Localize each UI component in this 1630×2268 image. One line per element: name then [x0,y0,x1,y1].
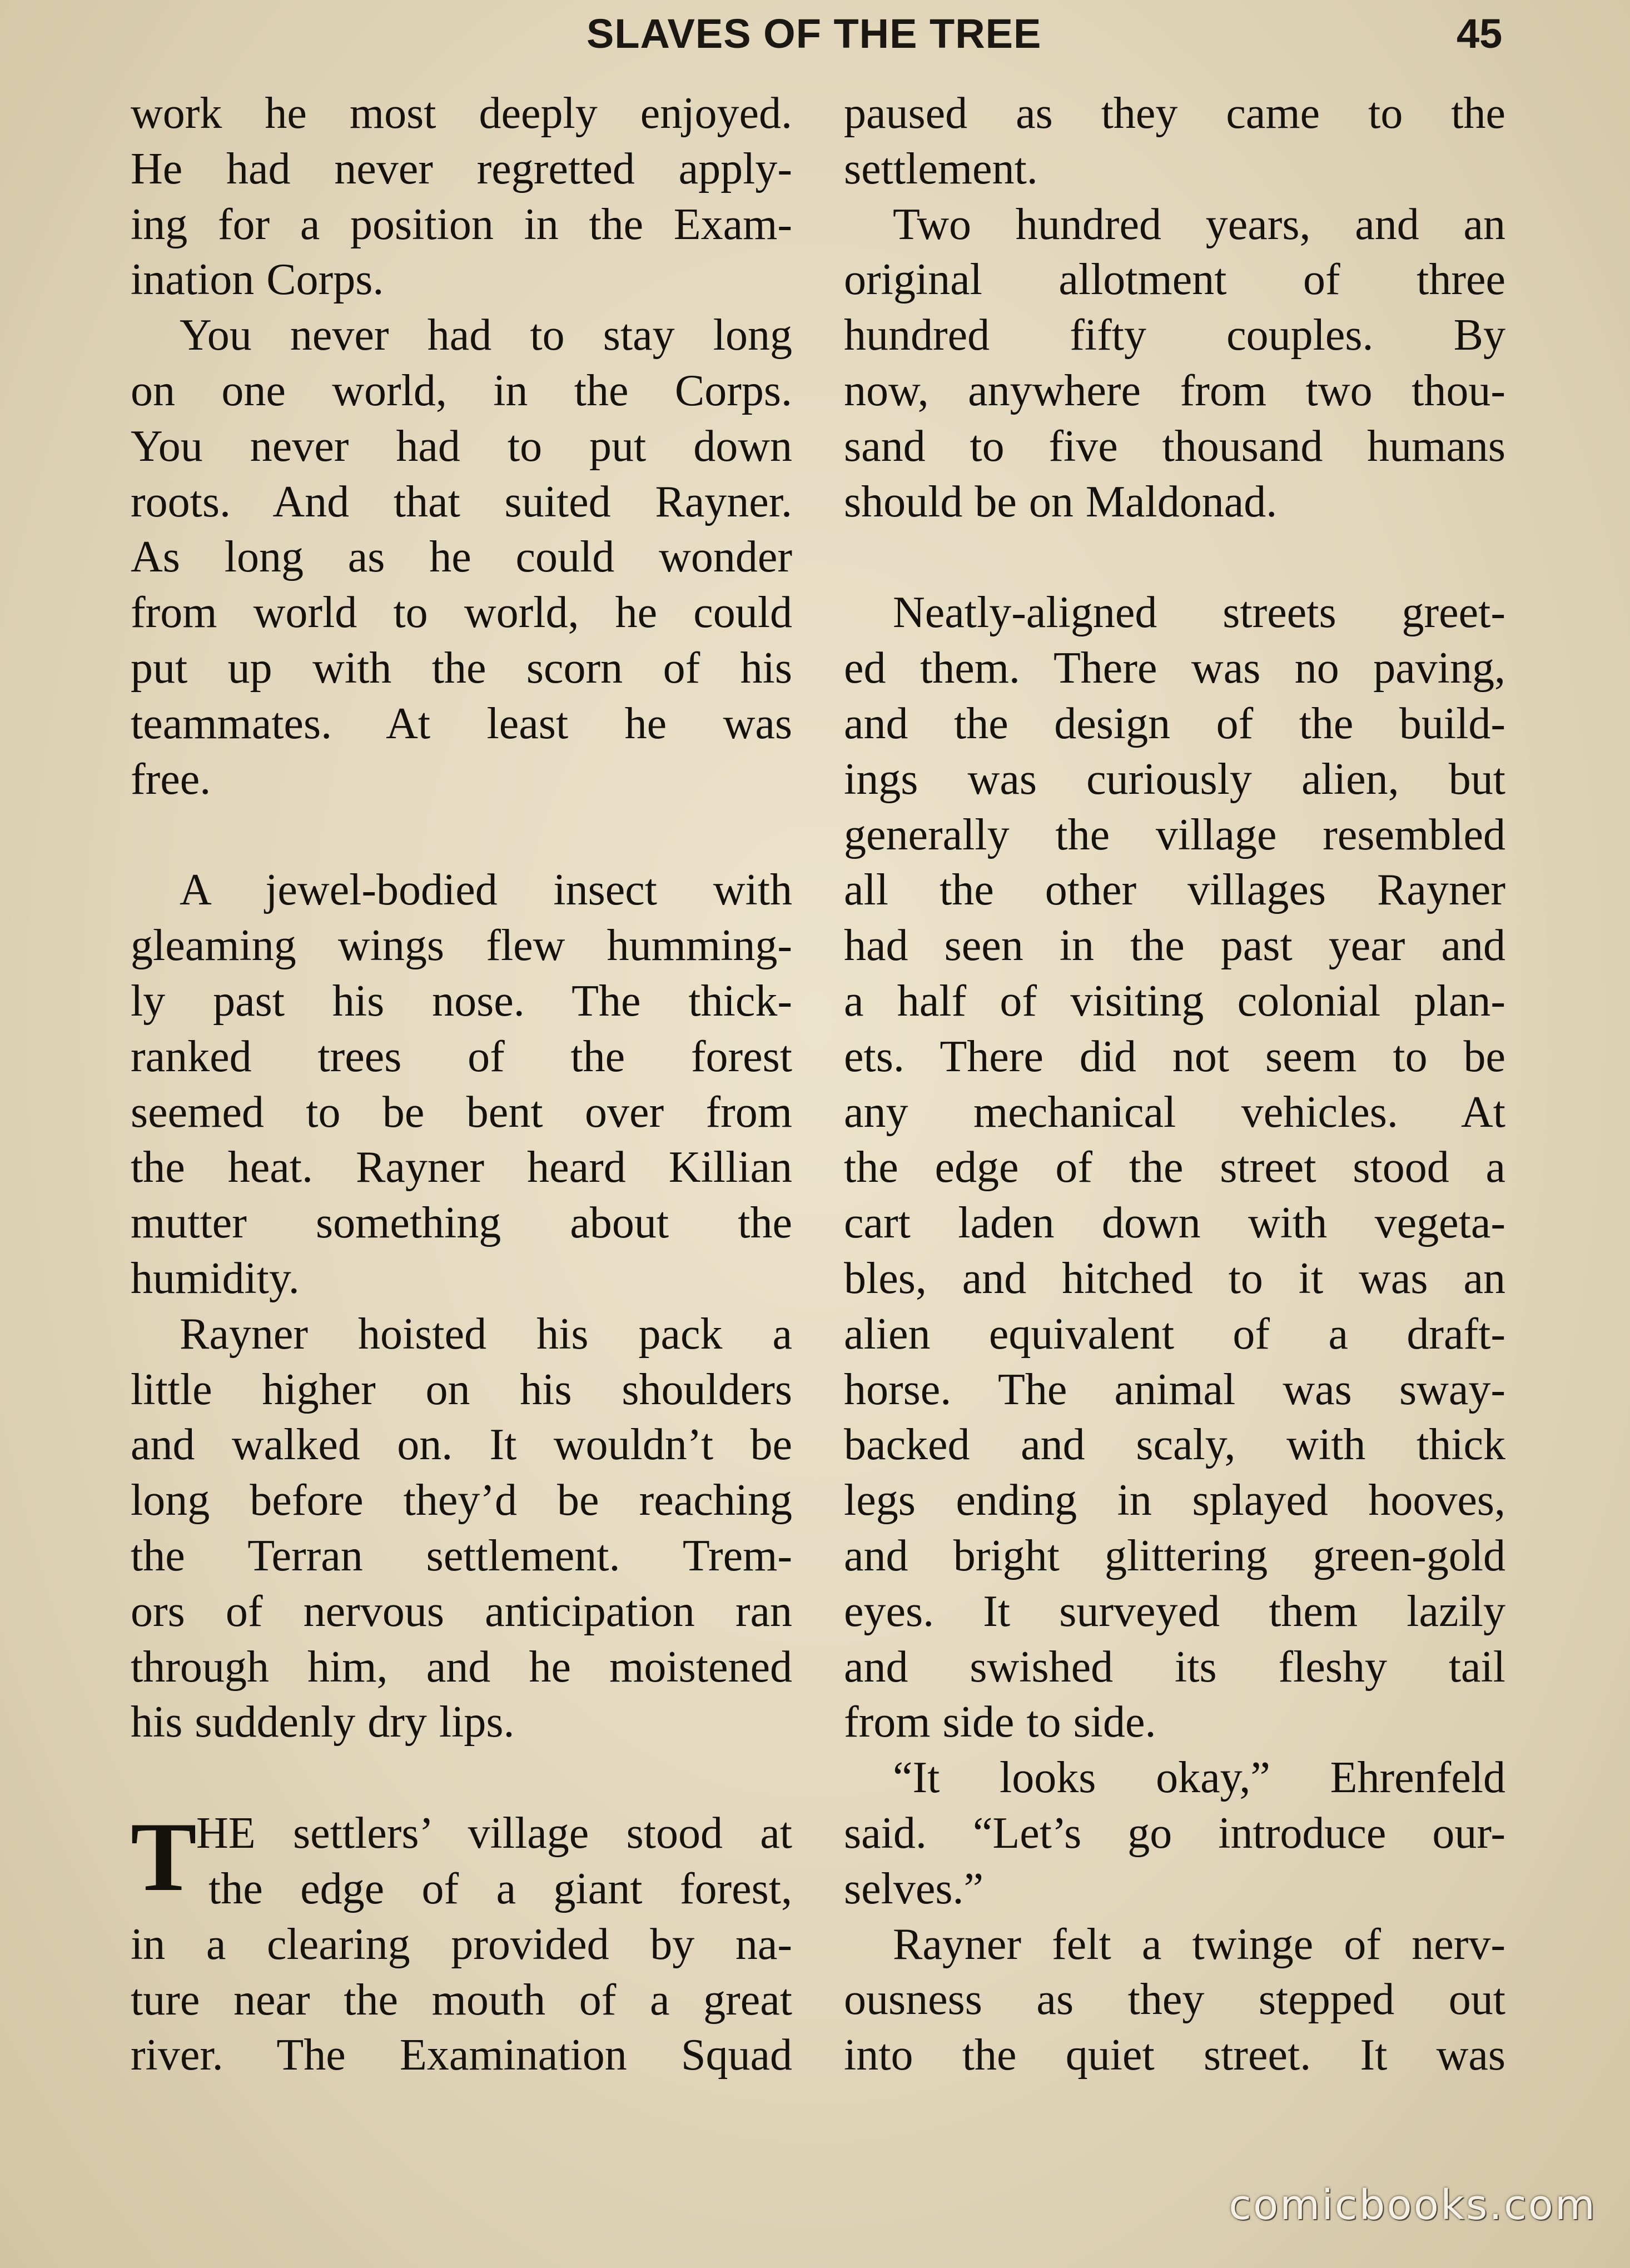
text-line: Rayner hoisted his pack a [180,1309,792,1359]
paragraph [131,863,792,1306]
text-line: teammates. At least he was [131,699,792,748]
text-line: through him, and he moistened [131,1642,792,1692]
left-column [131,86,792,2083]
text-line: ings was curiously alien, but [844,754,1505,804]
text-line: HE settlers’ village stood at [196,1809,792,1858]
text-line: ture near the mouth of a great [131,1975,792,2025]
paragraph [131,1307,792,1750]
text-line: ranked trees of the forest [131,1032,792,1081]
text-line: hundred fifty couples. By [844,311,1505,360]
text-line: on one world, in the Corps. [131,366,792,415]
drop-cap-letter: T [131,1802,197,1912]
page-number: 45 [1457,11,1503,57]
text-line: little higher on his shoulders [131,1365,792,1414]
text-line: into the quiet street. It was [844,2031,1505,2080]
section-break [844,530,1505,585]
text-line: and walked on. It wouldn’t be [131,1420,792,1470]
text-line: He had never regretted apply- [131,144,792,193]
text-line: eyes. It surveyed them lazily [844,1586,1505,1636]
paragraph [844,86,1505,197]
text-line: and the design of the build- [844,699,1505,748]
section-break [131,807,792,863]
text-line: ousness as they stepped out [844,1975,1505,2025]
text-line: now, anywhere from two thou- [844,366,1505,415]
text-line: You never had to stay long [180,311,792,360]
text-line: sand to five thousand humans [844,421,1505,471]
paragraph [131,308,792,807]
paragraph-dropcap [131,1802,792,2083]
text-line: ly past his nose. The thick- [131,976,792,1026]
text-line: mutter something about the [131,1198,792,1248]
text-line: in a clearing provided by na- [131,1919,792,1969]
text-line: ed them. There was no paving, [844,644,1505,693]
text-line: ination Corps. [131,255,384,305]
text-line: the edge of a giant forest, [208,1864,792,1913]
text-line: any mechanical vehicles. At [844,1087,1505,1137]
text-line: river. The Examination Squad [131,2031,792,2080]
text-line: the edge of the street stood a [844,1143,1505,1192]
text-line: “It looks okay,” Ehrenfeld [893,1753,1505,1803]
paragraph [844,585,1505,1750]
text-line: cart laden down with vegeta- [844,1198,1505,1248]
text-line: Neatly-aligned streets greet- [893,588,1505,638]
paragraph [844,1917,1505,2083]
text-line: seemed to be bent over from [131,1087,792,1137]
text-line: gleaming wings flew humming- [131,921,792,971]
text-line: the heat. Rayner heard Killian [131,1143,792,1192]
text-line: alien equivalent of a draft- [844,1309,1505,1359]
text-line: free. [131,754,211,804]
text-line: You never had to put down [131,421,792,471]
text-line: put up with the scorn of his [131,643,792,693]
running-head-title: SLAVES OF THE TREE [587,11,1042,57]
paragraph [844,197,1505,530]
text-line: legs ending in splayed hooves, [844,1476,1505,1525]
text-line: Two hundred years, and an [893,200,1505,249]
text-line: ors of nervous anticipation ran [131,1586,792,1636]
text-line: all the other villages Rayner [844,866,1505,915]
right-column [844,86,1505,2083]
text-line: As long as he could wonder [131,533,792,582]
text-line: humidity. [131,1254,300,1303]
text-line: settlement. [844,144,1038,193]
text-line: paused as they came to the [844,89,1505,138]
text-line: and swished its fleshy tail [844,1642,1505,1692]
text-line: backed and scaly, with thick [844,1420,1505,1470]
text-line: bles, and hitched to it was an [844,1254,1505,1303]
section-break [131,1750,792,1806]
site-watermark: comicbooks.com [1229,2181,1597,2229]
text-line: A jewel-bodied insect with [180,866,792,915]
text-line: and bright glittering green-gold [844,1531,1505,1580]
text-line: the Terran settlement. Trem- [131,1531,792,1580]
text-line: horse. The animal was sway- [844,1365,1505,1414]
text-line: roots. And that suited Rayner. [131,477,792,526]
text-line: original allotment of three [844,255,1505,305]
text-line: said. “Let’s go introduce our- [844,1808,1505,1858]
text-line: selves.” [844,1864,984,1913]
text-line: from side to side. [844,1698,1156,1747]
text-line: his suddenly dry lips. [131,1698,515,1747]
text-line: ets. There did not seem to be [844,1032,1505,1081]
text-line: generally the village resembled [844,810,1505,859]
text-line: work he most deeply enjoyed. [131,89,792,138]
paragraph [131,86,792,308]
text-line: had seen in the past year and [844,921,1505,971]
text-line: long before they’d be reaching [131,1476,792,1525]
text-line: Rayner felt a twinge of nerv- [893,1919,1505,1969]
text-line: from world to world, he could [131,588,792,638]
text-line: should be on Maldonad. [844,477,1278,526]
paragraph [844,1750,1505,1917]
text-line: ing for a position in the Exam- [131,200,792,249]
text-line: a half of visiting colonial plan- [844,976,1505,1026]
